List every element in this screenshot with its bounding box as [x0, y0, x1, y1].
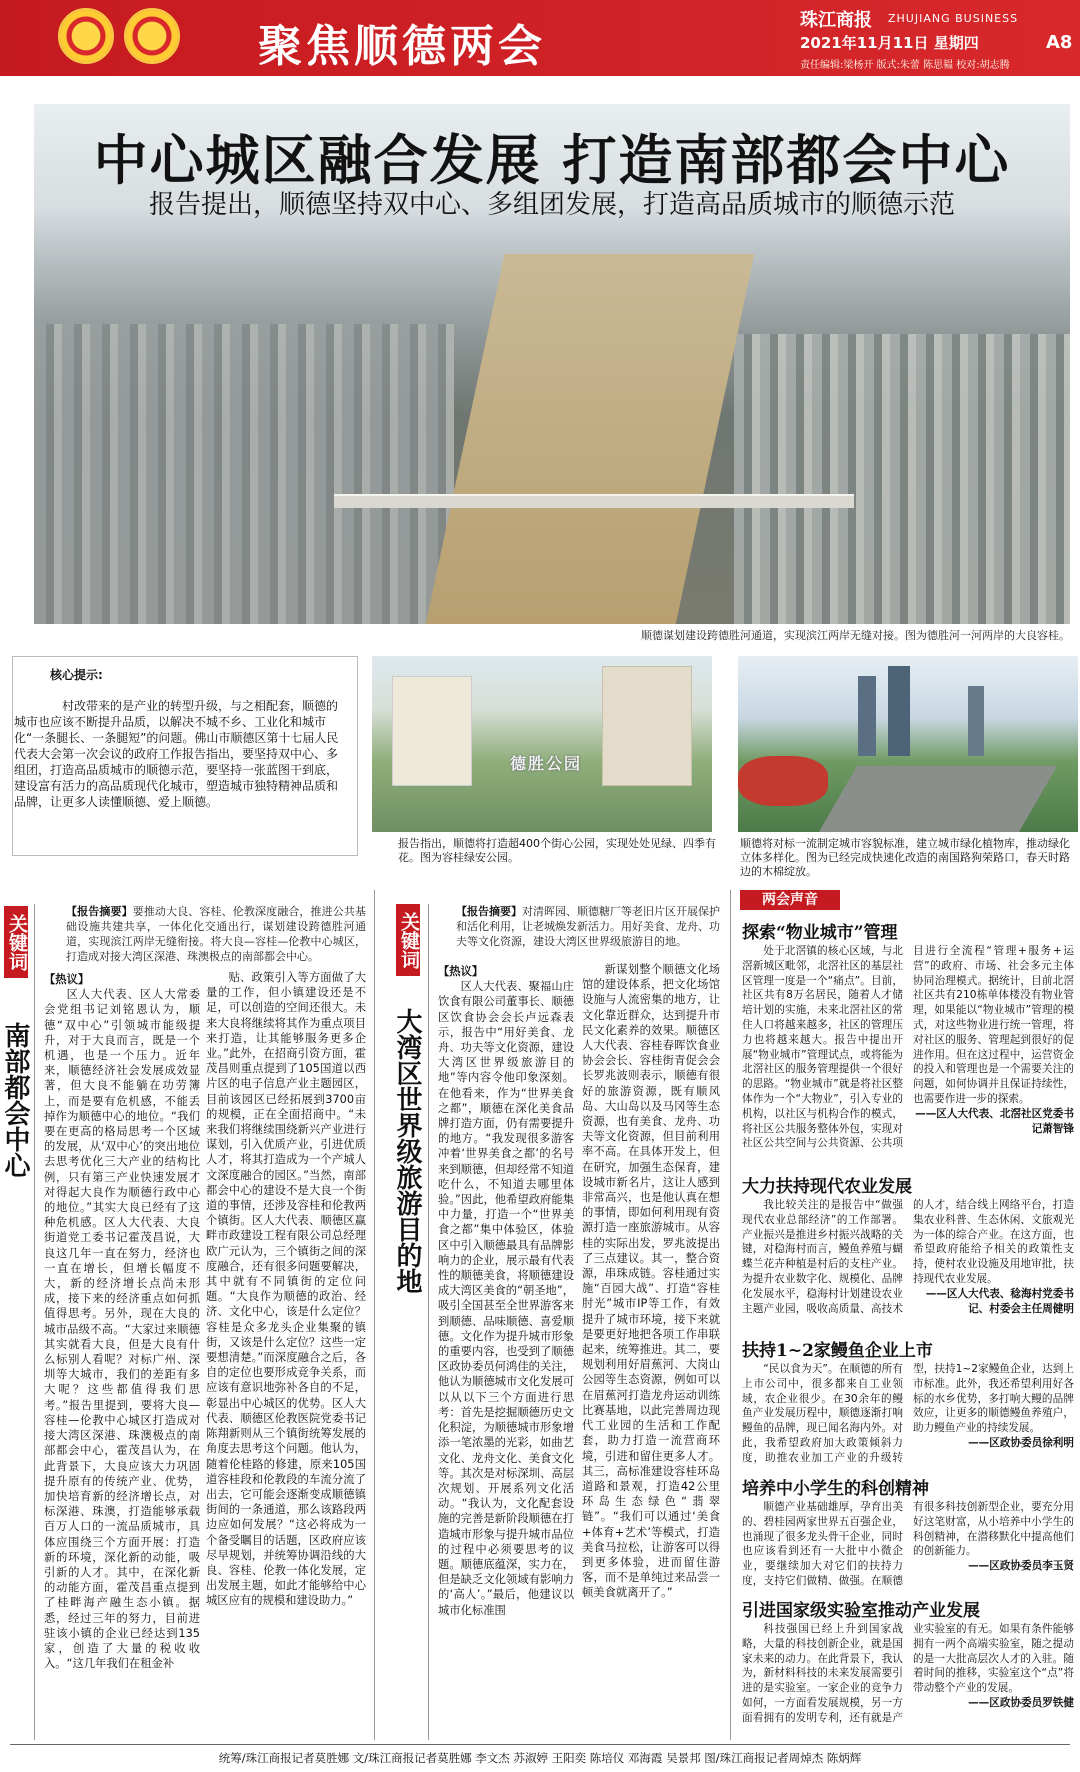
article1-col2-text: 贴、政策引入等方面做了大量的工作，但小镇建设还是不足，可以创造的空间还很大。未来大良将继续将其作为重点项目来打造，让其能够服务更多企业。”此外，在招商引资方面，霍茂昌则重点提到了105国道以西片区的电子信息产业主题园区，目前该园区已经拓展到3700亩的规模，正在全面招商中。“未来我们将继续围绕新兴产业进行谋划，引入优质产业，引进优质人才，将其打造成为一个产城人文深度融合的园区。”当然，南部都会中心的建设不是大良一个街道的事情，还涉及容桂和伦教两个镇街。区人大代表、顺德区赢畔市政建设工程有限公司总经理欧广元认为，三个镇街之间的深度融合，还有很多问题要解决，其中就有不同镇街的定位问题。“大良作为顺德的政治、经济、文化中心，该是什么定位？容桂是众多龙头企业集聚的镇街，又该是什么定位？这些一定要想清楚。”而深度融合之后，各自的定位也要形成竞争关系，而应该有意识地弥补各自的不足，彰显出中心城区的优势。区人大代表、顺德区伦教医院党委书记陈翔新则从三个镇街统筹发展的角度去思考这个问题。他认为，随着伦桂路的修建，原来105国道容桂段和伦教段的车流分流了出去，它可能会逐渐变成顺德镇街间的一条通道，那么该路段两边应如何发展？“这必将成为一个备受瞩目的话题，区政府应该尽早规划，并统筹协调沿线的大良、容桂、伦教一体化发展，定出发展主题，如此才能够给中心城区应有的规模和建设助力。” — [206, 971, 366, 1608]
s1-body-text: 处于北滘镇的核心区域，与北滘新城区毗邻，北滘社区的基层社区管理一度是一个“痛点”。目前，社区共有8万名居民，随着人才储培计划的实施，未来北滘社区的常住人口将越来越多，社区的管理压力也将越来越大。报告中提出开展“物业城市”管理试点，或将能为北滘社区的服务管理提供一个很好的思路。“物业城市”就是将社区整体作为一个“大物业”，引入专业的机构，以社区与机构合作的模式，将社区公共服务整体外包，实现对社区公共空间与公共资源、公共项目进行全流程“管理+服务+运营”的政府、市场、社会多元主体协同治理模式。据统计，目前北滘社区共有210栋单体楼没有物业管理，如果能以“物业城市”管理的模式，对这些物业进行统一管理，将对社区的服务、管理起到很好的促进作用。但在这过程中，运营资金的投入和管理也是一个需要关注的问题，如何协调并且保证持续性，也需要作进一步的探索。 — [742, 945, 1074, 1150]
article2-summary — [456, 904, 720, 958]
editor-credits: 责任编辑:梁杨开 版式:朱蕾 陈思韫 校对:胡志腾 — [800, 60, 1010, 71]
s2-signature: ——区人大代表、稔海村党委书记、村委会主任周健明 — [925, 1287, 1074, 1315]
divider — [730, 890, 731, 1740]
divider — [374, 890, 375, 1740]
s3-title: 扶持1~2家鳗鱼企业上市 — [742, 1341, 933, 1361]
keyword-title-1: 南部都会中心 — [0, 1022, 30, 1178]
park-caption: 报告指出，顺德将打造超400个街心公园，实现处处见绿、四季有花。图为容桂绿安公园。 — [398, 837, 716, 864]
s1-body — [742, 944, 1074, 1168]
hero-photo — [34, 104, 1070, 624]
article2-summary-label: 【报告摘要】 — [456, 905, 522, 918]
divider — [428, 904, 429, 1740]
article1-col1-text: 区人大代表、区人大常委会党组书记刘铭恩认为，顺德“双中心”引领城市能级提升，对于大良而言，既是一个机遇，也是一个压力。近年来，顺德经济社会发展成效显著，但大良不能躺在功劳簿上，而是要有危机感，不能丢掉作为顺德中心的地位。“我们要在更高的格局思考一个区域的发展，从‘双中心’的突出地位去思考优化三大产业的结构比例，只有第三产业快速发展才对得起大良作为顺德行政中心的地位。”其实大良已经有了这种危机感。区人大代表、大良街道党工委书记霍茂昌说，大良这几年一直在努力，经济也一直在增长，但增长幅度不大，新的经济增长点尚未形成，接下来的经济重点如何抓值得思考。另外，现在大良的城市品级不高。“大家过来顺德其实就看大良，但是大良有什么标别人看呢？对标广州、深圳等大城市，我们的差距有多大呢？这些都值得我们思考。”报告里提到，要将大良—容桂—伦教中心城区打造成对接大湾区深港、珠澳极点的南部都会中心，霍茂昌认为，在此背景下，大良应该大力巩固提升原有的传统产业、优势，加快培育新的经济增长点，对标深港、珠澳，打造能够承载百万人口的一流品质城市，具体应围绕三个方面开展：打造新的环境，深化新的动能，吸引新的人才。其中，在深化新的动能方面，霍茂昌重点提到了桂畔海产融生态小镇。据悉，经过三年的努力，目前进驻该小镇的企业已经达到135家，创造了大量的税收收入。“这几年我们在租金补 — [44, 988, 200, 1671]
s1-title: 探索“物业城市”管理 — [742, 923, 898, 943]
article2-col2 — [582, 962, 720, 1738]
s5-body — [742, 1622, 1074, 1740]
hero-bridge — [334, 494, 854, 508]
article1-summary — [66, 904, 366, 966]
article2-col1 — [438, 962, 574, 1738]
park-photo — [372, 656, 712, 832]
hero-river — [424, 254, 755, 624]
footer-credits: 统筹/珠江商报记者莫胜娜 文/珠江商报记者莫胜娜 李文杰 苏淑婷 王阳奕 陈培仪 邓海霞 吴景邦 图/珠江商报记者周焯杰 陈炳辉 — [218, 1751, 862, 1765]
hero-city-right — [734, 334, 1070, 624]
article2-hot-label: 【热议】 — [438, 965, 484, 978]
keypoints-text: 村改带来的是产业的转型升级，与之相配套，顺德的城市也应该不断提升品质，以解决不城不乡、工业化和城市化“一条腿长、一条腿短”的问题。佛山市顺德区第十七届人民代表大会第一次会议的政府工作报告指出，要坚持双中心、多组团，打造高品质城市的顺德示范，要坚持一张蓝图干到底，建设富有活力的高品质现代化城市，塑造城市独特精神品质和品牌，让更多人读懂顺德、爱上顺德。 — [14, 699, 339, 809]
keyword-title-2: 大湾区世界级旅游目的地 — [392, 1008, 422, 1294]
s4-body — [742, 1500, 1074, 1592]
s5-signature: ——区政协委员罗铁健 — [968, 1696, 1074, 1709]
article1-summary-text: 要推动大良、容桂、伦教深度融合，推进公共基础设施共建共享，一体化化交通出行，谋划建设跨德胜河通道，实现滨江两岸无缝衔接。将大良—容桂—伦教中心城区，打造成对接大湾区深港、珠澳极点的南部都会中心。 — [66, 905, 366, 963]
article1-col2 — [206, 970, 366, 1738]
headline: 中心城区融合发展 打造南部都会中心 — [93, 128, 1011, 192]
s4-body-text: 顺德产业基础雄厚，孕育出美的、碧桂园两家世界五百强企业，也涌现了很多龙头骨干企业，同时也应该看到还有一大批中小微企业，要继续加大对它们的扶持力度，支持它们做精、做强。在顺德有很多科技创新型企业，要充分用好这笔财富，从小培养中小学生的科创精神，在潜移默化中提高他们的创新能力。 — [742, 1501, 1074, 1587]
keypoints-label: 核心提示: — [46, 666, 107, 683]
publication-date: 2021年11月11日 星期四 — [800, 34, 979, 52]
paper-name: 珠江商报 — [800, 10, 872, 31]
masthead — [0, 0, 1080, 76]
page-number: A8 — [1046, 32, 1073, 53]
s2-body-text: 我比较关注的是报告中“做强现代农业总部经济”的工作部署。产业振兴是推进乡村振兴战略的关键，对稳海村而言，鳗鱼养殖与蝴蝶兰花卉种植是村后的支柱产业。为提升农业数字化、规模化、品牌化发展水平，稳海村计划建设农业主题产业园，吸收高质量、高技术的人才，结合线上网络平台，打造集农业科普、生态休闲、文旅观光为一体的综合产业。在这方面，也希望政府能给予相关的政策性支持，使村农业设施及用地审批，扶持现代农业发展。 — [742, 1199, 1074, 1315]
article2-summary-text: 对清晖园、顺德糖厂等老旧片区开展保护和活化利用，让老城焕发新活力。用好美食、龙舟、功夫等文化资源，建设大湾区世界级旅游目的地。 — [456, 905, 720, 948]
s4-signature: ——区政协委员李玉贤 — [968, 1560, 1074, 1573]
hero-caption: 顺德谋划建设跨德胜河通道，实现滨江两岸无缝对接。图为德胜河一河两岸的大良容桂。 — [641, 629, 1070, 642]
article1-summary-label: 【报告摘要】 — [66, 905, 133, 918]
keyword-tag-1: 关键词 — [4, 906, 28, 978]
cppcc-emblem-icon — [124, 8, 180, 64]
article1-col1 — [44, 970, 200, 1738]
park-sign: 德胜公园 — [510, 754, 583, 773]
s3-signature: ——区政协委员徐利明 — [968, 1436, 1074, 1449]
s2-body — [742, 1198, 1074, 1328]
article1-hot-label: 【热议】 — [44, 973, 90, 986]
s2-title: 大力扶持现代农业发展 — [742, 1177, 912, 1197]
keyword-tag-2: 关键词 — [396, 904, 420, 976]
s3-body-text: “民以食为天”。在顺德的所有上市公司中，很多都来自工业领域，农企业很少。在30余年的鳗鱼产业发展历程中，顺德逐渐打响鳗鱼的品牌，现已闻名海内外。对此，我希望政府加大政策倾斜力度，助推农业加工产业的升级转型，扶持1~2家鳗鱼企业，达到上市标准。此外，我还希望利用好各标的水乡优势，多打响大鳗的品牌效应，让更多的顺德鳗鱼养殖户，助力鳗鱼产业的持续发展。 — [742, 1363, 1074, 1464]
divider — [34, 904, 35, 1740]
road-photo — [738, 656, 1078, 832]
section-title: 聚焦顺德两会 — [258, 21, 546, 72]
paper-name-english: ZHUJIANG BUSINESS — [888, 12, 1019, 25]
article2-col2-text: 新谋划整个顺德文化场馆的建设体系，把文化场馆设施与人流密集的地方，让文化靠近群众，达到提升市民文化素养的效果。顺德区人大代表、容桂春晖饮食业协会会长、容桂街青促会会长罗兆波则表示，顺德有很好的旅游资源，既有顺风岛、大山岛以及马冈等生态资源，也有美食、龙舟、功夫等文化资源，但目前利用率不高。在具体开发上，但在研究，加强生态保育，建设城市新名片，这让人感到非常高兴，也是他认真在想的事情，即如何利用现有资源打造一座旅游城市。从容桂的实际出发，罗兆波提出了三点建议。其一，整合资源，串珠成链。容桂通过实施“百园大战”、打造“容桂肘光”城市IP等工作，有效提升了城市环境，接下来就是要更好地把各项工作串联起来，统筹推进。其二，要规划利用好眉蕉河、大岗山公园等生态资源，例如可以在眉蕉河打造龙舟运动训练比赛基地，以此完善周边现代工业园的生活和工作配套，助力打造一流营商环境，引进和留住更多人才。其三，高标准建设容桂环岛道路和景观，打造42公里环岛生态绿色“翡翠链”。“我们可以通过‘美食+体育+艺术’等模式，打造美食马拉松，让游客可以得到更多体验，进而留住游客，而不是单纯过来品尝一顿美食就离开了。” — [582, 963, 720, 1600]
footer-divider — [10, 1744, 1070, 1745]
article2-col1-text: 区人大代表、聚福山庄饮食有限公司董事长、顺德区饮食协会会长卢远森表示，报告中“用好美食、龙舟、功夫等文化资源，建设大湾区世界级旅游目的地”等内容令他印象深刻。在他看来，作为“世界美食之都”，顺德在深化美食品牌打造方面，仍有需要提升的地方。“我发现很多游客冲着‘世界美食之都’的名号来到顺德，但却经常不知道吃什么，不知道去哪里体验。”因此，他希望政府能集中力量，打造一个“世界美食之都”集中体验区，体验区中引入顺德最具有品牌影响力的企业，展示最有代表性的顺德美食，将顺德建设成大湾区美食的“朝圣地”，吸引全国甚至全世界游客来到顺德、品味顺德、喜爱顺德。文化作为提升城市形象的重要内容，也受到了顺德区政协委员何鸿佳的关注，他认为顺德城市文化发展可以从以下三个方面进行思考：首先是挖掘顺德历史文化积淀，为顺德城市形象增添一笔浓墨的光彩，如曲艺文化、龙舟文化、美食文化等。其次是对标深圳、高层次规划、开展系列文化活动。“我认为，文化配套设施的完善是新阶段顺德在打造城市形象与提升城市品位的过程中必须要思考的议题。顺德底蕴深，实力在，但是缺乏文化领域有影响力的‘高人’。”最后，他建议以城市化标准围 — [438, 980, 574, 1617]
two-sessions-voices-tag: 两会声音 — [740, 890, 840, 910]
party-emblem-icon — [58, 8, 114, 64]
subheadline: 报告提出，顺德坚持双中心、多组团发展，打造高品质城市的顺德示范 — [148, 190, 955, 220]
s3-body — [742, 1362, 1074, 1470]
s4-title: 培养中小学生的科创精神 — [742, 1479, 929, 1499]
road-caption: 顺德将对标一流制定城市容貌标准，建立城市绿化植物库，推动绿化立体多样化。图为已经完成快速化改造的南国路狗荣路口，春天时路边的木棉绽放。 — [740, 837, 1070, 878]
s5-body-text: 科技强国已经上升到国家战略，大量的科技创新企业，就是国家未来的动力。在此背景下，我认为，新材料科技的未来发展需要引进的是实验室。一家企业的竞争力如何，一方面看发展规模，另一方面看拥有的发明专利，还有就是产业实验室的有无。如果有条件能够拥有一两个高端实验室，随之提动的是一大批高层次人才的入驻。随着时间的推移，实验室这个“点”将带动整个产业的发展。 — [742, 1623, 1074, 1724]
hero-city-left — [34, 324, 454, 624]
s1-signature: ——区人大代表、北滘社区党委书记萧智锋 — [915, 1107, 1074, 1135]
s5-title: 引进国家级实验室推动产业发展 — [742, 1601, 980, 1621]
